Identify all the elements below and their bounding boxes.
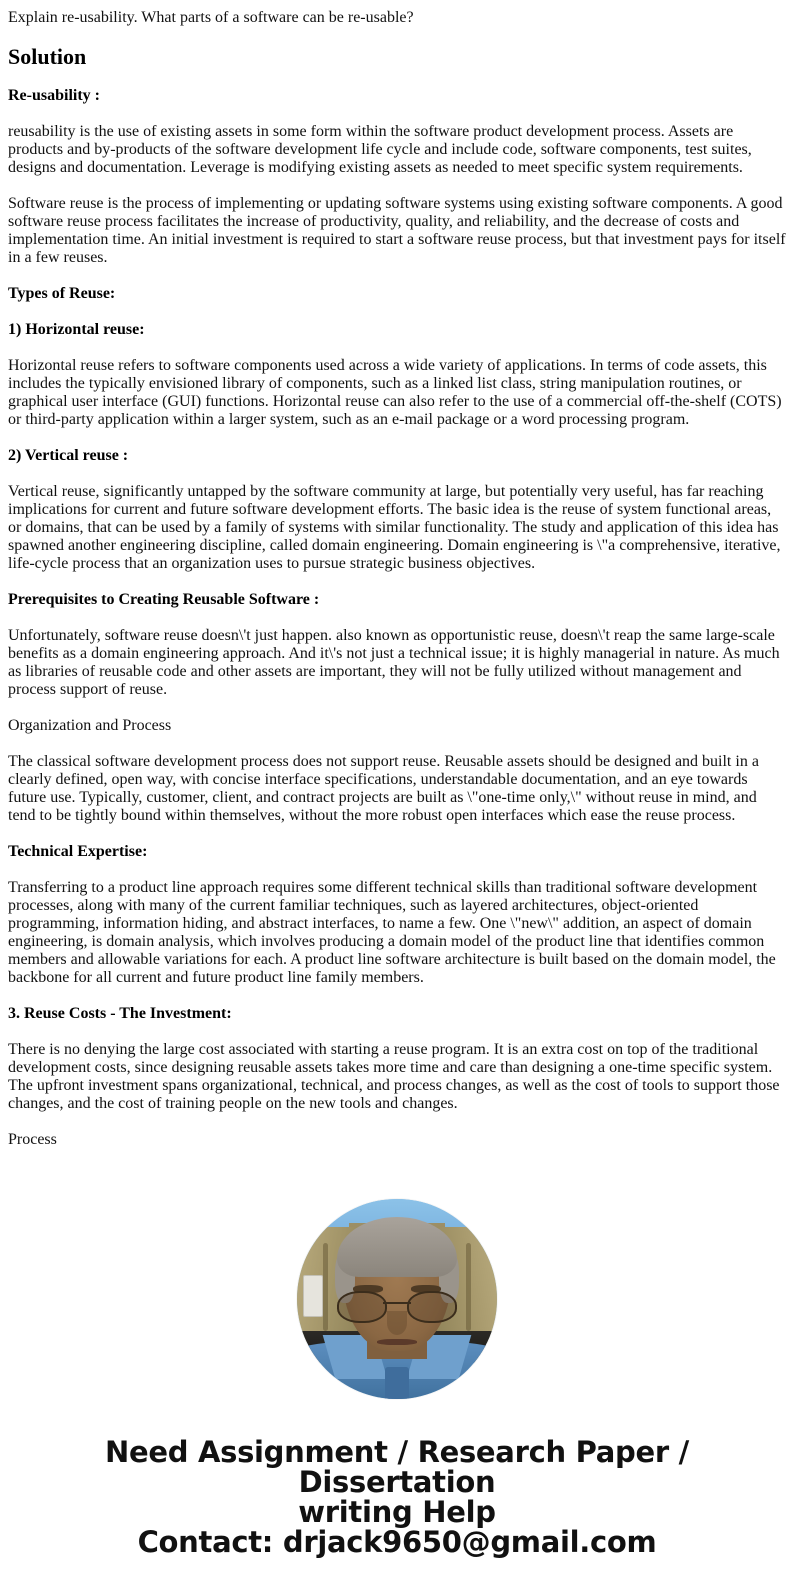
photo-lens-right [407,1291,457,1323]
sub-heading: Types of Reuse: [8,285,116,302]
solution-heading: Solution [8,44,87,69]
footer-line-2: writing Help [298,1495,496,1529]
paragraph: Unfortunately, software reuse doesn\'t just happen. also known as opportunistic reuse, doesn\'t reap the same large-scale benefits as a domain engineering approach. And it\'s not just a technical issue; it is highly managerial in nature. As much as libraries of reusable code and other assets are important, they will not be fully utilized without management and process support of reuse. [8,627,780,698]
photo-mouth [377,1339,417,1345]
photo-nose [387,1311,407,1335]
photo-glasses-bridge [383,1302,412,1304]
photo-lens-left [337,1291,387,1323]
paragraph: The classical software development process does not support reuse. Reusable assets should be designed and built in a clearly defined, open way, with concise interface specifications, understandable documentation, and an eye towards future use. Typically, customer, client, and contract projects are built as \"one-time only,\" without reuse in mind, and tend to be tightly bound within themselves, without the more robust open interfaces which ease the reuse process. [8,753,759,824]
paragraph: Process [8,1131,57,1148]
paragraph: Vertical reuse, significantly untapped by the software community at large, but potentially very useful, has far reaching implications for current and future software development efforts. The basic idea is the reuse of system functional areas, or domains, that can be used by a family of systems with similar functionality. The study and application of this idea has spawned another engineering discipline, called domain engineering. Domain engineering is \"a comprehensive, iterative, life-cycle process that an organization uses to pursue strategic business objectives. [8,483,781,572]
paragraph: Organization and Process [8,717,172,734]
paragraph: Transferring to a product line approach requires some different technical skills than traditional software development processes, along with many of the current familiar techniques, such as layered architectures, object-oriented programming, information hiding, and abstract interfaces, to name a few. One \"new\" addition, an aspect of domain engineering, is domain analysis, which involves producing a domain model of the product line that identifies common members and allowable variations for each. A product line software architecture is built based on the domain model, the backbone for all current and future product line family members. [8,879,776,986]
sub-heading: Prerequisites to Creating Reusable Software : [8,591,320,608]
paragraph: There is no denying the large cost associated with starting a reuse program. It is an extra cost on top of the traditional development costs, since designing reusable assets takes more time and care than designing a one-time specific system. The upfront investment spans organizational, technical, and process changes, as well as the cost of tools to support those changes, and the cost of training people on the new tools and changes. [8,1041,780,1112]
sub-heading: Technical Expertise: [8,843,148,860]
sub-heading: 3. Reuse Costs - The Investment: [8,1005,232,1022]
sub-heading: 2) Vertical reuse : [8,447,129,464]
paragraph: reusability is the use of existing assets in some form within the software product development process. Assets are products and by-products of the software development life cycle and include code, software components, test suites, designs and documentation. Leverage is modifying existing assets as needed to meet specific system requirements. [8,123,752,176]
footer-line-1: Need Assignment / Research Paper / Dissertation [105,1435,689,1499]
sub-heading: Re-usability : [8,87,100,104]
footer-contact-banner [8,1437,786,1585]
paragraph: Software reuse is the process of implementing or updating software systems using existing software components. A good software reuse process facilitates the increase of productivity, quality, and reliability, and the decrease of costs and implementation time. An initial investment is required to start a software reuse process, but that investment pays for itself in a few reuses. [8,195,786,266]
footer-line-3: Contact: drjack9650@gmail.com [137,1525,657,1559]
question-text: Explain re-usability. What parts of a software can be re-usable? [8,9,414,26]
document-page [0,9,794,1585]
photo-carving-left [323,1243,328,1331]
photo-carving-right [466,1243,471,1331]
sub-heading: 1) Horizontal reuse: [8,321,145,338]
paragraph: Horizontal reuse refers to software components used across a wide variety of applications. In terms of code assets, this includes the typically envisioned library of components, such as a linked list class, string manipulation routines, or graphical user interface (GUI) functions. Horizontal reuse can also refer to the use of a commercial off-the-shelf (COTS) or third-party application within a larger system, such as an e-mail package or a word processing program. [8,357,782,428]
avatar [297,1199,497,1399]
photo-tie [385,1367,409,1399]
photo-wall-switch [303,1275,323,1317]
avatar-container [8,1199,786,1399]
content-blocks [8,87,786,1149]
